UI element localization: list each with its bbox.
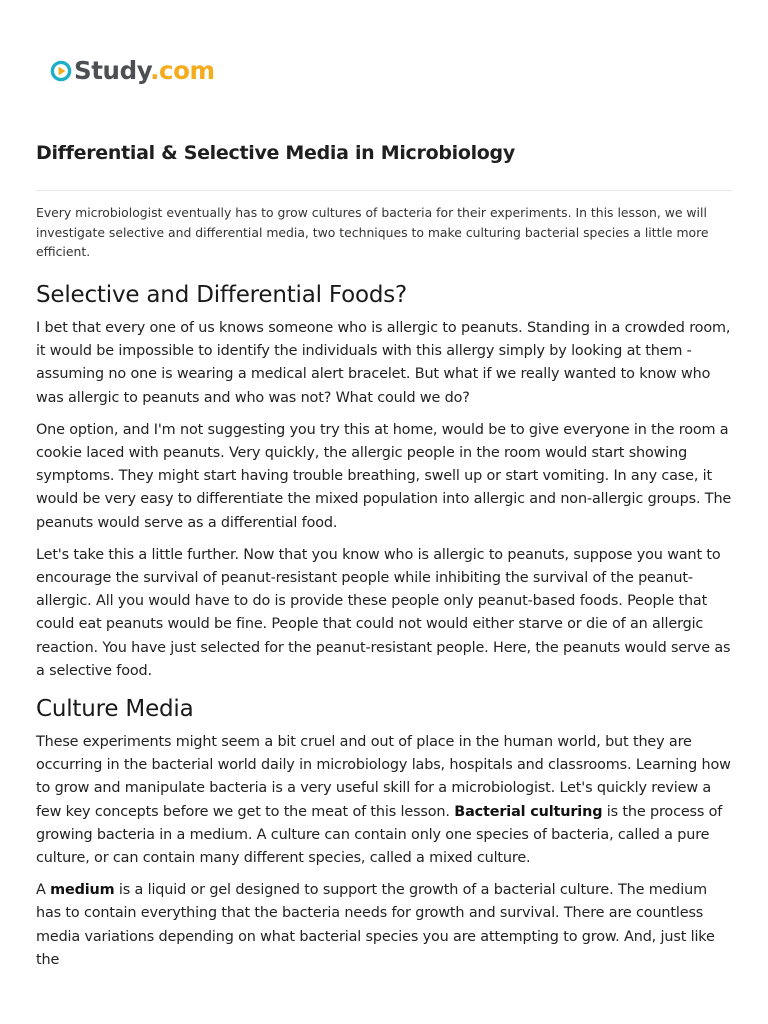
article-body: [36, 278, 732, 981]
term-bacterial-culturing: Bacterial culturing: [454, 803, 603, 820]
paragraph-peanut-allergy: I bet that every one of us knows someone who is allergic to peanuts. Standing in a crowded room, it would be impossible to identify the individuals with this allergy simply by looking at them - assuming no one is wearing a medical alert bracelet. But what if we really wanted to know who was allergic to peanuts and who was not? What could we do?: [36, 320, 731, 406]
logo-name: Study: [74, 56, 151, 85]
text-segment: These experiments might seem a bit cruel and out of place in the human world, but they are occurring in the bacterial world daily in microbiology labs, hospitals and classrooms. Learning how to grow and manipulate bacteria is a very useful skill for a microbiologist. Let's quickly review a few key concepts before we get to the meat of this lesson.: [36, 734, 731, 820]
paragraph-selective-food: Let's take this a little further. Now that you know who is allergic to peanuts, suppose you want to encourage the survival of peanut-resistant people while inhibiting the survival of the peanut-allergic. All you would have to do is provide these people only peanut-based foods. People that could eat peanuts would be fine. People that could not would either starve or die of an allergic reaction. You have just selected for the peanut-resistant people. Here, the peanuts would serve as a selective food.: [36, 546, 731, 679]
text-segment: is a liquid or gel designed to support the growth of a bacterial culture. The medium has to contain everything that the bacteria needs for growth and survival. There are countless media variations depending on what bacterial species you are attempting to grow. And, just like the: [36, 882, 715, 968]
study-com-logo[interactable]: [50, 57, 215, 85]
lesson-intro: Every microbiologist eventually has to grow cultures of bacteria for their experiments. In this lesson, we will investigate selective and differential media, two techniques to make culturing bacterial species a little more efficient.: [36, 205, 709, 259]
title-divider: [36, 190, 732, 191]
document-title: Differential & Selective Media in Microbiology: [36, 142, 515, 164]
section-heading-culture-media: Culture Media: [36, 696, 194, 723]
paragraph-differential-food: One option, and I'm not suggesting you try this at home, would be to give everyone in the room a cookie laced with peanuts. Very quickly, the allergic people in the room would start showing symptoms. They might start having trouble breathing, swell up or start vomiting. In any case, it would be very easy to differentiate the mixed population into allergic and non-allergic groups. The peanuts would serve as a differential food.: [36, 421, 732, 531]
text-segment: A: [36, 882, 51, 899]
play-circle-icon: [50, 60, 72, 82]
text-segment: is the process of growing bacteria in a medium. A culture can contain only one species of bacteria, called a pure culture, or can contain many different species, called a mixed culture.: [36, 803, 723, 867]
logo-suffix: .com: [150, 56, 215, 85]
paragraph-bacterial-culturing: [36, 731, 732, 870]
section-heading-selective-differential-foods: Selective and Differential Foods?: [36, 282, 408, 308]
term-medium: medium: [50, 882, 115, 899]
logo-wordmark: [74, 57, 215, 85]
paragraph-medium: [36, 879, 732, 972]
